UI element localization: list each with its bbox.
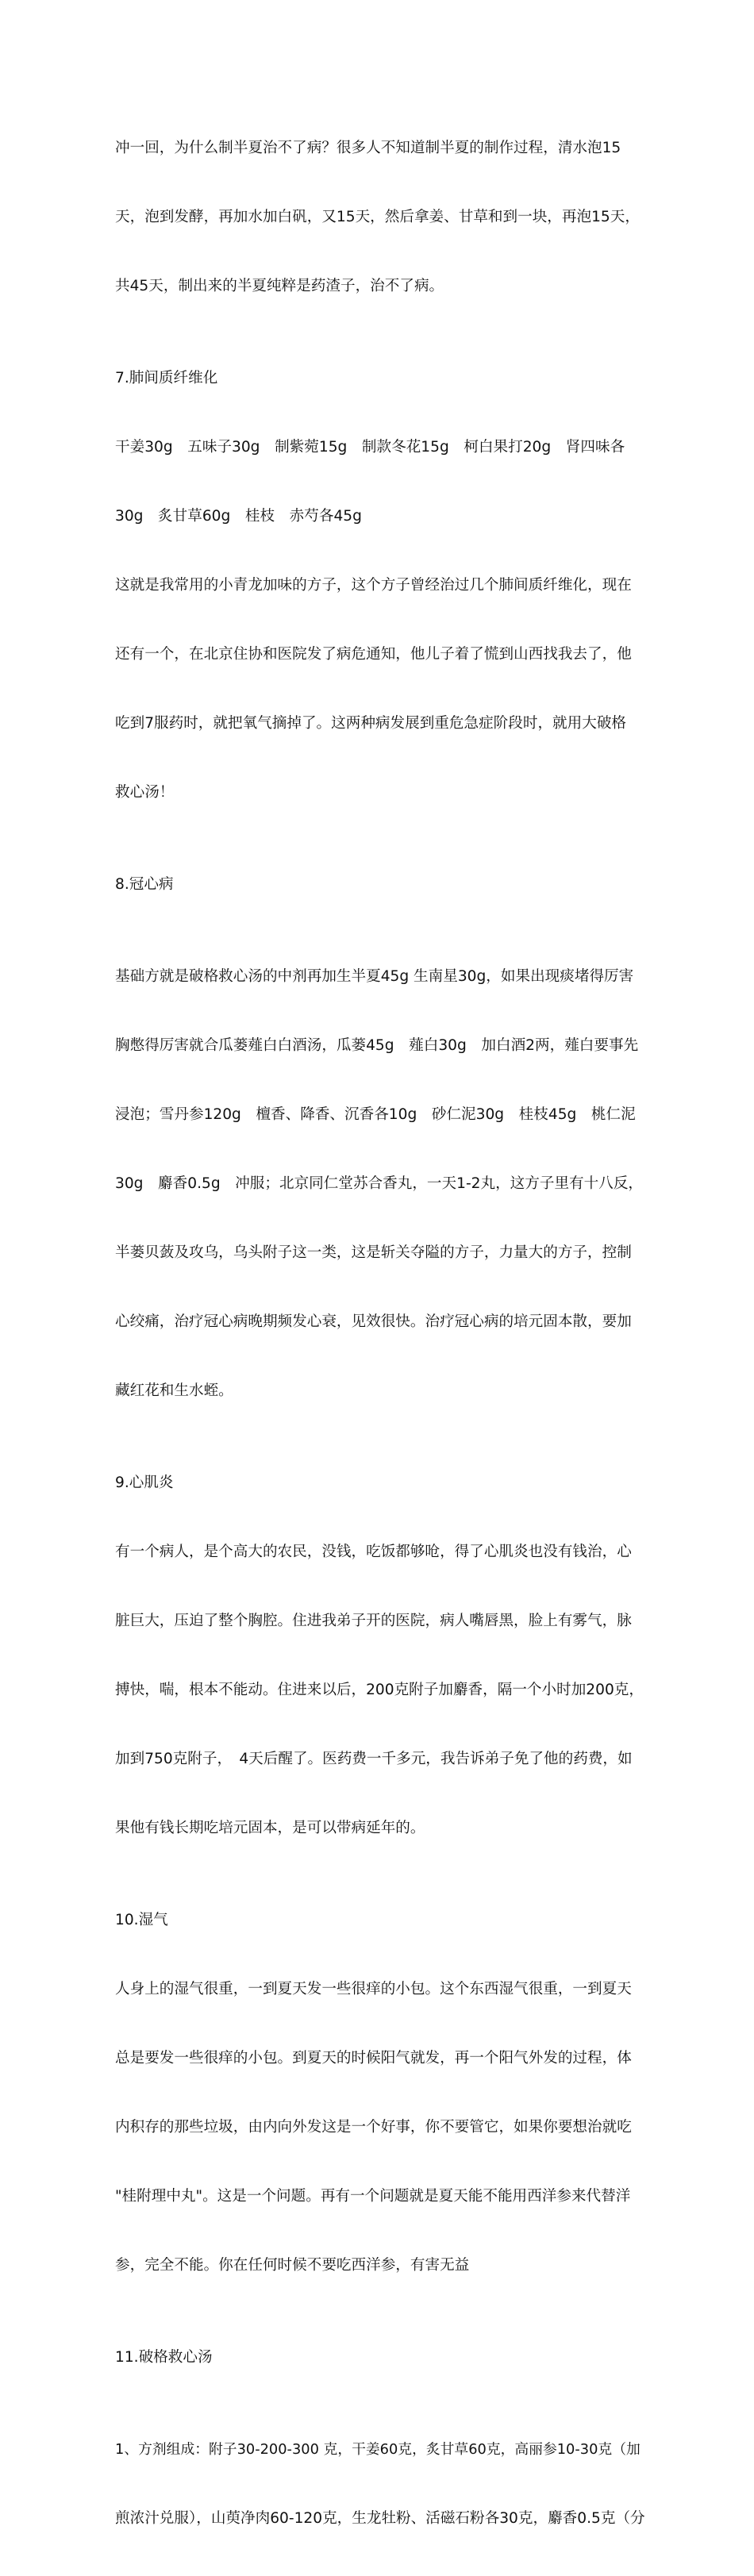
section-heading-poge-jiuxin-tang: 11.破格救心汤 [115,2349,213,2366]
paragraph-coronary-heart-disease [115,919,645,1448]
text-line: 参，完全不能。你在任何时候不要吃西洋参，有害无益 [115,2257,470,2274]
paragraph-gap [115,2323,645,2346]
text-line: 基础方就是破格救心汤的中剂再加生半夏45g 生南星30g，如果出现痰堵得厉害 [115,968,634,985]
paragraph-dampness [115,1932,645,2323]
text-line: 天，泡到发酵，再加水加白矾，又15天，然后拿姜、甘草和到一块，再泡15天， [115,209,640,225]
text-line: 冲一回，为什么制半夏治不了病？很多人不知道制半夏的制作过程，清水泡15 [115,140,621,156]
paragraph-gap [115,896,645,919]
text-line: 心绞痛，治疗冠心病晚期频发心衰，见效很快。治疗冠心病的培元固本散，要加 [115,1313,632,1330]
text-line: 有一个病人，是个高大的农民，没钱，吃饭都够呛，得了心肌炎也没有钱治，心 [115,1544,632,1560]
paragraph-banxia-process [115,90,645,344]
paragraph-gap [115,850,645,873]
paragraph-pulmonary-fibrosis [115,390,645,850]
text-line: "桂附理中丸"。这是一个问题。再有一个问题就是夏天能不能用西洋参来代替洋 [115,2188,631,2205]
text-line: 加到750克附子， 4天后醒了。医药费一千多元，我告诉弟子免了他的药费，如 [115,1751,633,1767]
paragraph-gap [115,1448,645,1471]
text-line: 救心汤！ [115,784,175,801]
section-heading-myocarditis: 9.心肌炎 [115,1474,174,1491]
document-page [115,90,645,2576]
paragraph-myocarditis [115,1494,645,1886]
text-line: 吃到7服药时，就把氧气摘掉了。这两种病发展到重危急症阶段时，就用大破格 [115,715,627,732]
text-line: 这就是我常用的小青龙加味的方子，这个方子曾经治过几个肺间质纤维化，现在 [115,577,632,594]
text-line: 果他有钱长期吃培元固本，是可以带病延年的。 [115,1820,425,1836]
paragraph-formula-composition [115,2392,645,2576]
text-line: 搏快，喘，根本不能动。住进来以后，200克附子加麝香，隔一个小时加200克， [115,1682,644,1698]
paragraph-gap [115,344,645,367]
text-line: 干姜30g 五味子30g 制紫菀15g 制款冬花15g 柯白果打20g 肾四味各 [115,439,625,456]
text-line: 共45天，制出来的半夏纯粹是药渣子，治不了病。 [115,278,444,294]
paragraph-gap [115,1886,645,1909]
text-line: 胸憋得厉害就合瓜蒌薤白白酒汤，瓜蒌45g 薤白30g 加白酒2两，薤白要事先 [115,1037,639,1054]
text-line: 30g 炙甘草60g 桂枝 赤芍各45g [115,508,362,525]
section-heading-dampness: 10.湿气 [115,1912,168,1928]
paragraph-gap [115,2369,645,2392]
text-line: 半蒌贝蔹及攻乌，乌头附子这一类，这是斩关夺隘的方子，力量大的方子，控制 [115,1244,632,1261]
text-line: 脏巨大，压迫了整个胸腔。住进我弟子开的医院，病人嘴唇黑，脸上有雾气，脉 [115,1613,632,1629]
text-line: 浸泡；雪丹参120g 檀香、降香、沉香各10g 砂仁泥30g 桂枝45g 桃仁泥 [115,1106,636,1123]
text-line: 还有一个，在北京住协和医院发了病危通知，他儿子着了慌到山西找我去了，他 [115,646,632,663]
text-line: 总是要发一些很痒的小包。到夏天的时候阳气就发，再一个阳气外发的过程，体 [115,2050,632,2067]
text-line: 煎浓汁兑服），山萸净肉60-120克，生龙牡粉、活磁石粉各30克，麝香0.5克（分 [115,2510,645,2527]
text-line: 30g 麝香0.5g 冲服；北京同仁堂苏合香丸，一天1-2丸，这方子里有十八反， [115,1175,644,1192]
section-heading-coronary-heart-disease: 8.冠心病 [115,876,174,893]
text-line: 1、方剂组成：附子30-200-300 克，干姜60克，炙甘草60克，高丽参10-30克（加 [115,2441,641,2458]
section-heading-pulmonary-fibrosis: 7.肺间质纤维化 [115,370,218,386]
text-line: 内积存的那些垃圾，由内向外发这是一个好事，你不要管它，如果你要想治就吃 [115,2119,632,2136]
text-line: 人身上的湿气很重，一到夏天发一些很痒的小包。这个东西湿气很重，一到夏天 [115,1981,632,1997]
text-line: 藏红花和生水蛭。 [115,1382,233,1399]
